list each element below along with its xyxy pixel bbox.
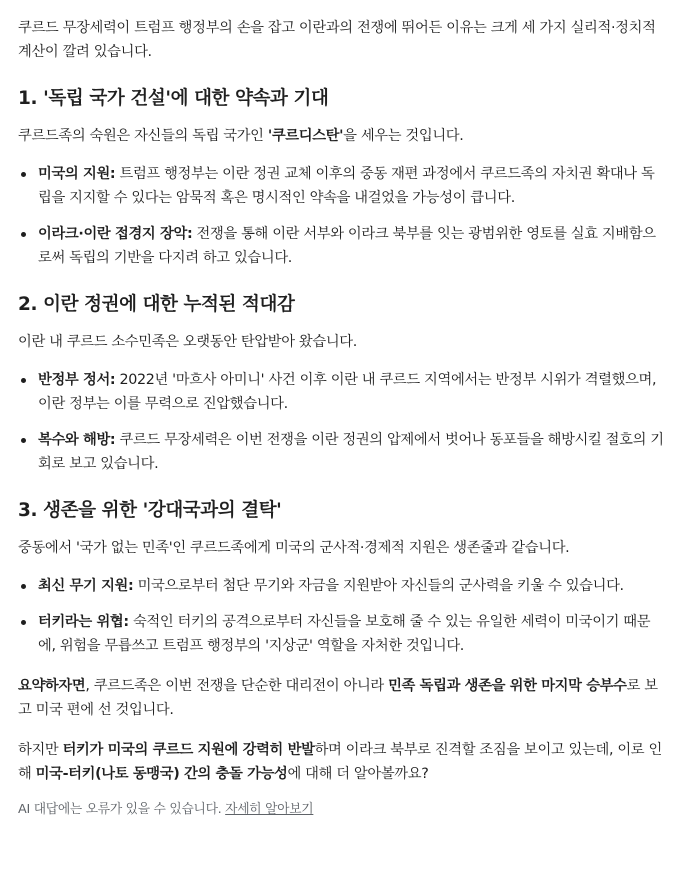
section-2-heading: 2. 이란 정권에 대한 누적된 적대감 (18, 294, 295, 315)
list-item-text: 트럼프 행정부는 이란 정권 교체 이후의 중동 재편 과정에서 쿠르드족의 자치권 확대나 독립을 지지할 수 있다는 암묵적 혹은 명시적인 약속을 내걸었을 가능성이 큽니다. (38, 166, 655, 206)
summary-paragraph (18, 674, 666, 722)
ai-disclaimer (18, 800, 666, 820)
followup-text-2: 하며 이라크 북부로 진격할 조짐을 보이고 있는데, 이로 인해 (18, 742, 662, 782)
bullet-dot (21, 378, 26, 383)
list-item-label: 미국의 지원: (38, 166, 116, 182)
section-3-heading: 3. 생존을 위한 '강대국과의 결탁' (18, 500, 282, 521)
list-item-text: 미국으로부터 첨단 무기와 자금을 지원받아 자신들의 군사력을 키울 수 있습니다. (133, 578, 624, 594)
bullet-dot (21, 620, 26, 625)
list-item (18, 610, 666, 658)
list-item-text: 쿠르드 무장세력은 이번 전쟁을 이란 정권의 압제에서 벗어나 동포들을 해방시킬 절호의 기회로 보고 있습니다. (38, 432, 664, 472)
section-1-list (18, 162, 666, 270)
section-3-list (18, 574, 666, 658)
list-item (18, 368, 666, 416)
summary-text: , 쿠르드족은 이번 전쟁을 단순한 대리전이 아니라 (85, 678, 389, 694)
bullet-dot (21, 438, 26, 443)
followup-bold-1: 터키가 미국의 쿠르드 지원에 강력히 반발 (62, 742, 315, 758)
followup-text-3: 에 대해 더 알아볼까요? (287, 766, 429, 782)
list-item-label: 최신 무기 지원: (38, 578, 134, 594)
list-item-label: 이라크·이란 접경지 장악: (38, 226, 193, 242)
list-item-text: 숙적인 터키의 공격으로부터 자신들을 보호해 줄 수 있는 유일한 세력이 미국이기 때문에, 위험을 무릅쓰고 트럼프 행정부의 '지상군' 역할을 자처한 것입니다. (38, 614, 651, 654)
summary-tail: 로 보고 미국 편에 선 것입니다. (18, 678, 658, 718)
followup-bold-2: 미국-터키(나토 동맹국) 간의 충돌 가능성 (35, 766, 288, 782)
list-item (18, 574, 666, 598)
summary-bold-emphasis: 민족 독립과 생존을 위한 마지막 승부수 (388, 678, 627, 694)
bullet-dot (21, 584, 26, 589)
followup-paragraph (18, 738, 666, 786)
list-item (18, 162, 666, 210)
bullet-dot (21, 232, 26, 237)
disclaimer-text: AI 대답에는 오류가 있을 수 있습니다. (18, 802, 226, 817)
section-1-heading: 1. '독립 국가 건설'에 대한 약속과 기대 (18, 88, 329, 109)
section-1-lead-bold: '쿠르디스탄' (267, 128, 344, 144)
list-item-label: 반정부 정서: (38, 372, 116, 388)
section-1-lead-tail: 을 세우는 것입니다. (343, 128, 464, 144)
followup-text-1: 하지만 (18, 742, 63, 758)
section-3-lead: 중동에서 '국가 없는 민족'인 쿠르드족에게 미국의 군사적·경제적 지원은 생존줄과 같습니다. (18, 540, 570, 556)
list-item (18, 222, 666, 270)
list-item (18, 428, 666, 476)
section-1-lead-text: 쿠르드족의 숙원은 자신들의 독립 국가인 (18, 128, 268, 144)
list-item-text: 전쟁을 통해 이란 서부와 이라크 북부를 잇는 광범위한 영토를 실효 지배함으로써 독립의 기반을 다지려 하고 있습니다. (38, 226, 656, 266)
intro-paragraph: 쿠르드 무장세력이 트럼프 행정부의 손을 잡고 이란과의 전쟁에 뛰어든 이유는 크게 세 가지 실리적·정치적 계산이 깔려 있습니다. (18, 20, 656, 60)
section-1-lead (18, 124, 666, 148)
section-2-lead: 이란 내 쿠르드 소수민족은 오랫동안 탄압받아 왔습니다. (18, 334, 357, 350)
summary-bold-lead: 요약하자면 (18, 678, 86, 694)
section-2-list (18, 368, 666, 476)
list-item-text: 2022년 '마흐사 아미니' 사건 이후 이란 내 쿠르드 지역에서는 반정부 시위가 격렬했으며, 이란 정부는 이를 무력으로 진압했습니다. (38, 372, 657, 412)
list-item-label: 복수와 해방: (38, 432, 116, 448)
learn-more-link[interactable]: 자세히 알아보기 (225, 802, 314, 817)
list-item-label: 터키라는 위협: (38, 614, 129, 630)
bullet-dot (21, 172, 26, 177)
